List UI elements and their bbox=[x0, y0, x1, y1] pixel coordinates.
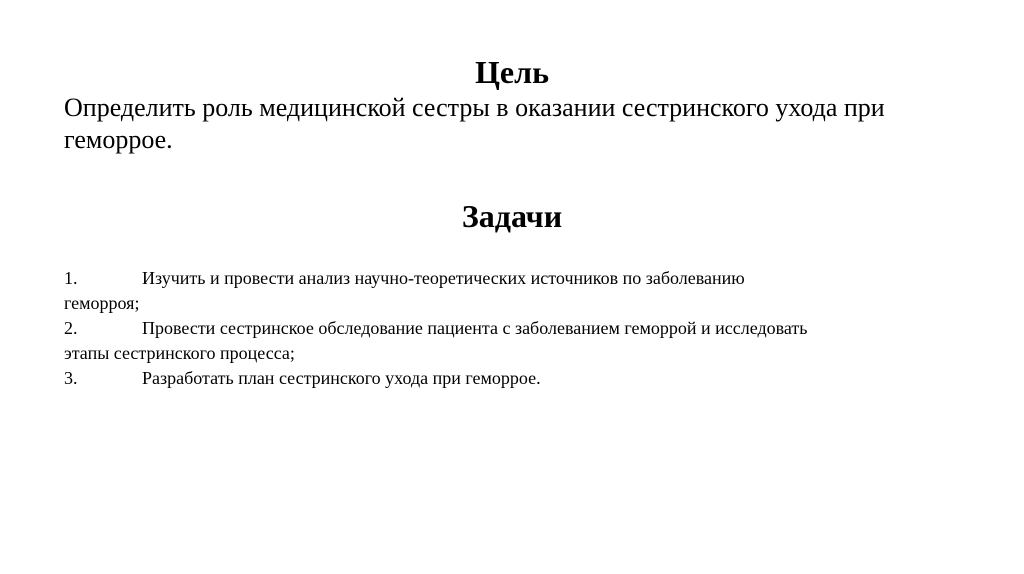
task-number: 2. bbox=[64, 318, 78, 338]
task-item-1 bbox=[64, 266, 964, 316]
task-continuation: геморроя; bbox=[64, 293, 140, 313]
goal-heading: Цель bbox=[475, 54, 549, 90]
goal-text: Определить роль медицинской сестры в оказании сестринского ухода при геморрое. bbox=[64, 93, 885, 154]
task-number: 3. bbox=[64, 368, 78, 388]
task-text: Изучить и провести анализ научно-теоретических источников по заболеванию bbox=[142, 268, 745, 288]
task-line bbox=[64, 366, 964, 391]
task-number: 1. bbox=[64, 268, 78, 288]
task-text: Провести сестринское обследование пациента с заболеванием геморрой и исследовать bbox=[142, 318, 808, 338]
task-item-3 bbox=[64, 366, 964, 391]
tasks-heading: Задачи bbox=[461, 198, 563, 234]
task-text: Разработать план сестринского ухода при геморрое. bbox=[142, 368, 541, 388]
task-line bbox=[64, 266, 964, 291]
task-continuation: этапы сестринского процесса; bbox=[64, 343, 295, 363]
tasks-list bbox=[64, 266, 964, 391]
task-item-2 bbox=[64, 316, 964, 366]
task-line bbox=[64, 316, 964, 341]
